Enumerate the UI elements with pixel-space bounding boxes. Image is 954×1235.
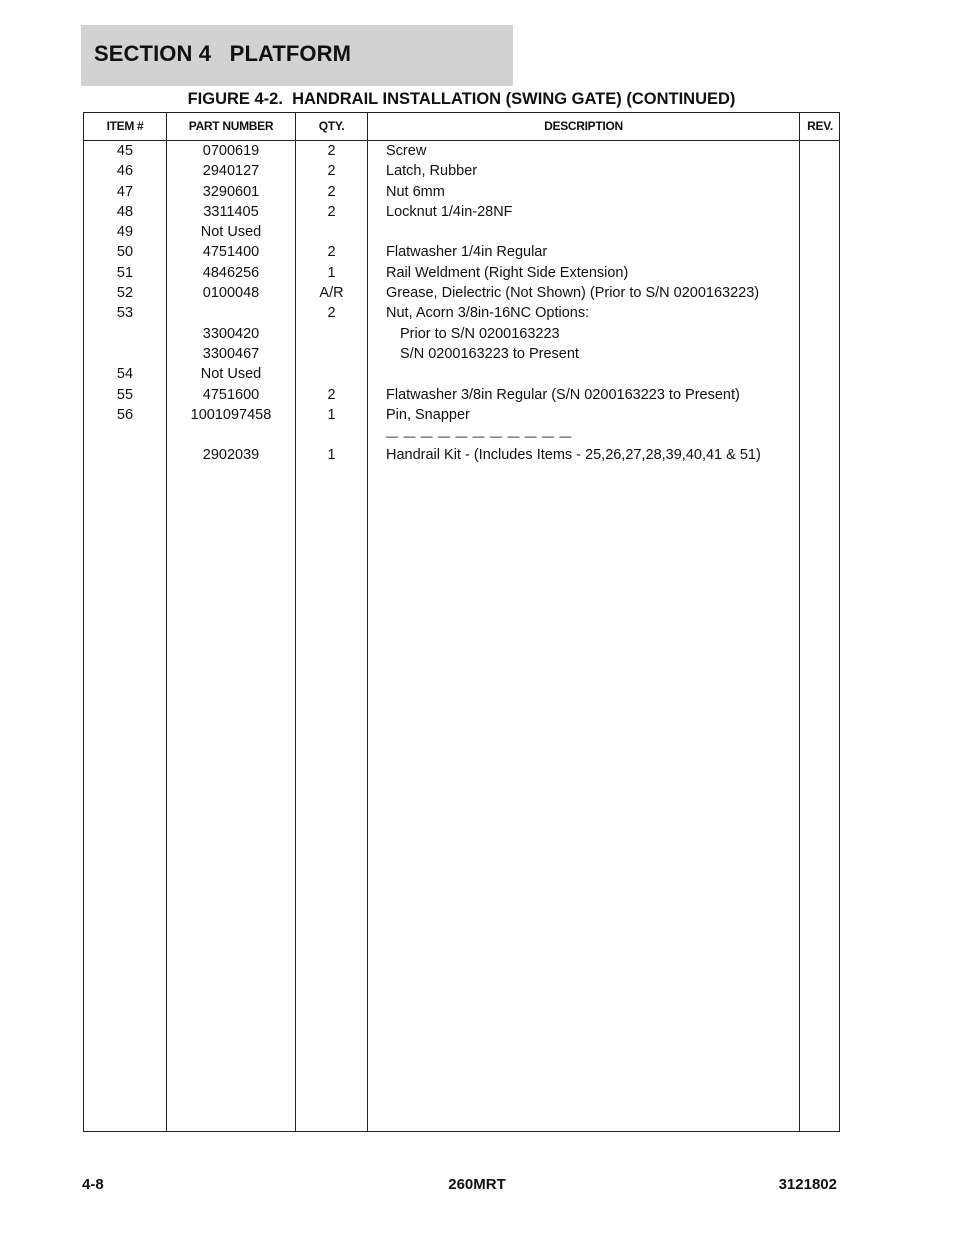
cell-qty: 2 — [327, 244, 336, 261]
cell-part-number: 4751600 — [202, 386, 260, 403]
cell-qty: 2 — [327, 143, 336, 159]
table-row — [84, 202, 839, 222]
cell-item: 45 — [116, 143, 134, 159]
cell-qty: 2 — [327, 163, 336, 180]
cell-item: 53 — [116, 305, 134, 322]
cell-description: S/N 0200163223 to Present — [400, 345, 579, 362]
table-row — [84, 405, 839, 425]
cell-item: 54 — [116, 366, 134, 383]
cell-item: 56 — [116, 406, 134, 423]
figure-title: FIGURE 4-2. HANDRAIL INSTALLATION (SWING GATE) (CONTINUED) — [187, 90, 736, 108]
footer-doc-number: 3121802 — [778, 1176, 837, 1193]
cell-qty: 2 — [327, 203, 336, 220]
cell-description: Screw — [386, 143, 427, 159]
table-row — [84, 242, 839, 262]
cell-description: Flatwasher 3/8in Regular (S/N 0200163223 to Present) — [386, 386, 740, 403]
cell-qty: 1 — [327, 264, 336, 281]
cell-description: Flatwasher 1/4in Regular — [386, 244, 548, 261]
cell-description: Nut 6mm — [386, 183, 445, 200]
cell-description: Prior to S/N 0200163223 — [400, 325, 560, 342]
cell-qty: 1 — [327, 406, 336, 423]
header-item: ITEM # — [106, 119, 144, 133]
table-row — [84, 425, 839, 445]
cell-description: Latch, Rubber — [386, 163, 478, 180]
table-row — [84, 344, 839, 364]
cell-qty: 2 — [327, 305, 336, 322]
cell-description: Nut, Acorn 3/8in-16NC Options: — [386, 305, 590, 322]
cell-part-number: Not Used — [200, 224, 262, 241]
cell-description: Locknut 1/4in-28NF — [386, 203, 513, 220]
cell-item: 52 — [116, 285, 134, 302]
table-row — [84, 303, 839, 323]
header-description: DESCRIPTION — [544, 119, 623, 133]
cell-item: 50 — [116, 244, 134, 261]
table-body — [84, 141, 839, 466]
cell-qty: A/R — [319, 285, 344, 302]
cell-item: 51 — [116, 264, 134, 281]
footer-model: 260MRT — [448, 1176, 506, 1193]
cell-item: 47 — [116, 183, 134, 200]
cell-description: — — — — — — — — — — — — [386, 429, 573, 444]
header-qty: QTY. — [318, 119, 345, 133]
cell-item: 49 — [116, 224, 134, 241]
cell-part-number: 2902039 — [202, 447, 260, 464]
cell-part-number: 1001097458 — [190, 406, 272, 423]
cell-part-number: 3311405 — [203, 203, 259, 220]
cell-part-number: 3300467 — [202, 345, 260, 362]
cell-item: 55 — [116, 386, 134, 403]
section-banner — [81, 25, 513, 86]
table-row — [84, 182, 839, 202]
table-row — [84, 161, 839, 181]
table-row — [84, 283, 839, 303]
cell-part-number: 4846256 — [202, 264, 260, 281]
table-row — [84, 364, 839, 384]
cell-description: Pin, Snapper — [386, 406, 470, 423]
cell-part-number: Not Used — [200, 366, 262, 383]
cell-item: 46 — [116, 163, 134, 180]
cell-part-number: 3290601 — [202, 183, 260, 200]
cell-part-number: 2940127 — [202, 163, 260, 180]
parts-table — [83, 112, 840, 1132]
footer-page-number: 4-8 — [82, 1176, 104, 1193]
header-part-number: PART NUMBER — [188, 119, 274, 133]
table-row — [84, 141, 839, 161]
section-title: SECTION 4 PLATFORM — [94, 41, 352, 66]
cell-part-number: 0700619 — [202, 143, 260, 159]
cell-part-number: 4751400 — [202, 244, 260, 261]
table-row — [84, 263, 839, 283]
table-row — [84, 222, 839, 242]
cell-description: Rail Weldment (Right Side Extension) — [386, 264, 629, 281]
cell-part-number: 0100048 — [202, 285, 260, 302]
table-row — [84, 324, 839, 344]
table-row — [84, 445, 839, 465]
cell-qty: 2 — [327, 386, 336, 403]
table-row — [84, 385, 839, 405]
cell-description: Grease, Dielectric (Not Shown) (Prior to S/N 0200163223) — [386, 285, 760, 302]
cell-description: Handrail Kit - (Includes Items - 25,26,27,28,39,40,41 & 51) — [386, 447, 761, 464]
header-rev: REV. — [807, 119, 833, 133]
cell-item: 48 — [116, 203, 134, 220]
cell-part-number: 3300420 — [202, 325, 260, 342]
cell-qty: 1 — [327, 447, 336, 464]
cell-qty: 2 — [327, 183, 336, 200]
